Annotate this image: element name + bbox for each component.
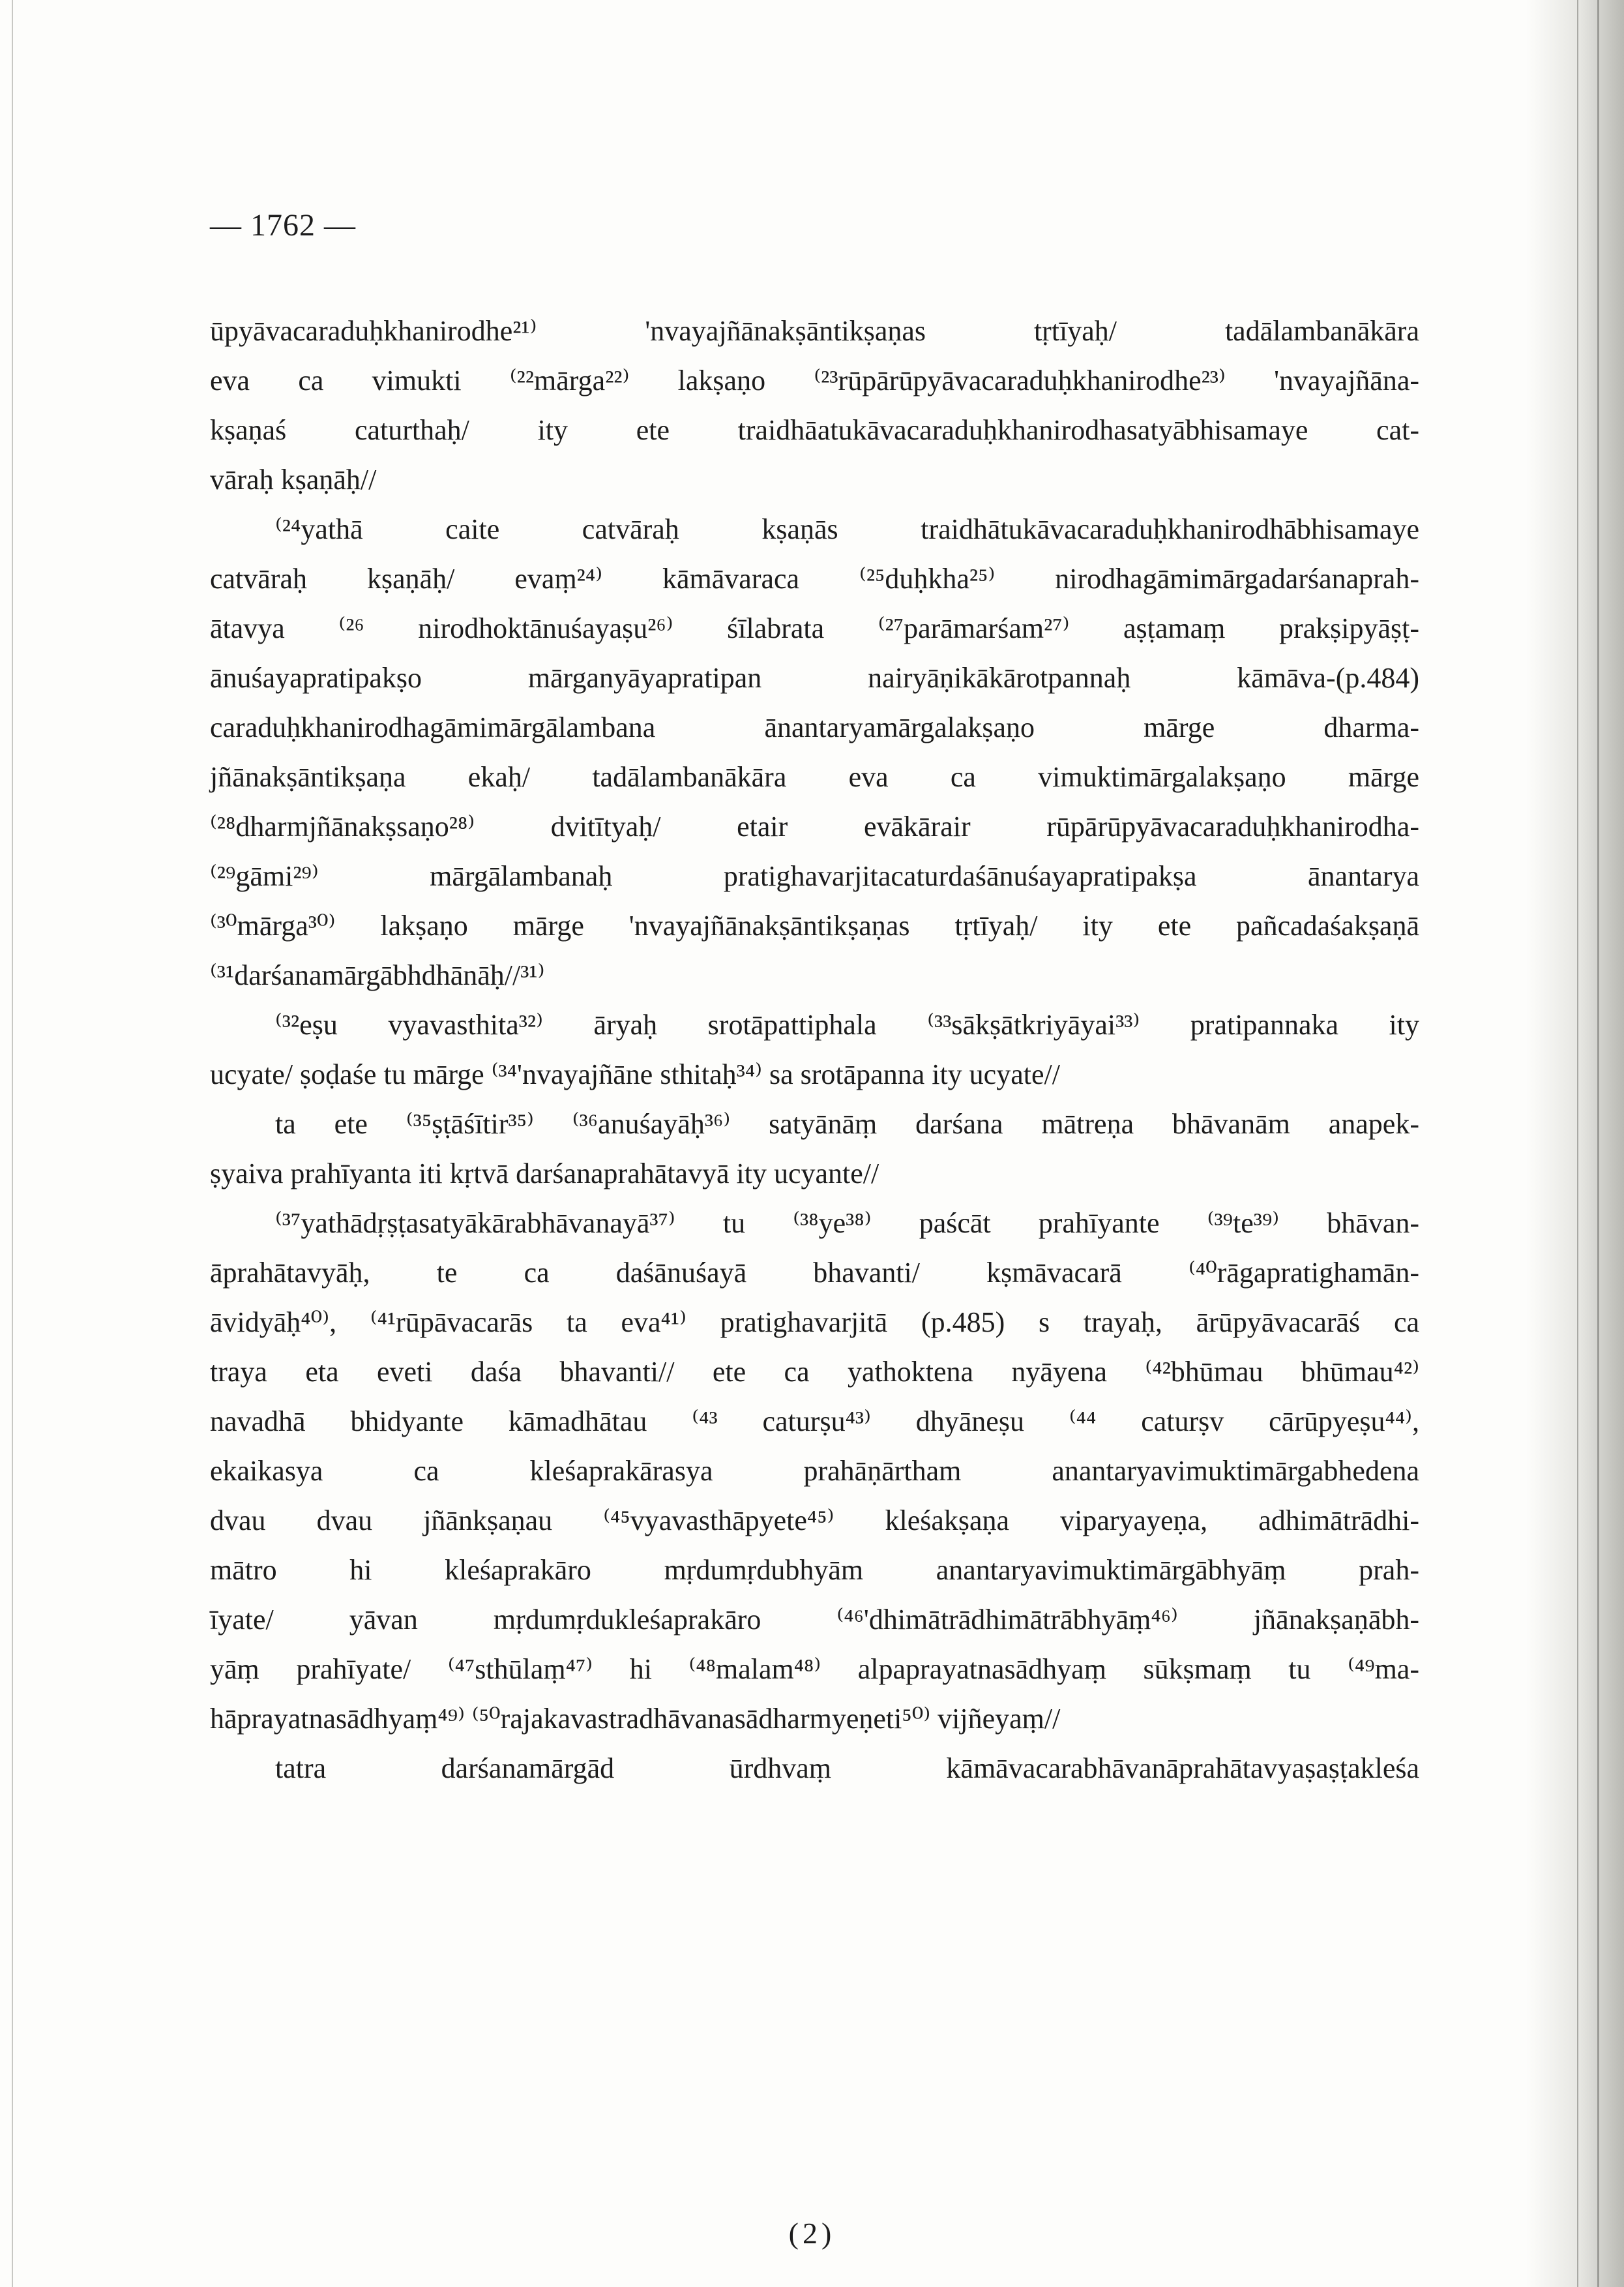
text-line: yāṃ prahīyate/ ⁽⁴⁷sthūlaṃ⁴⁷⁾ hi ⁽⁴⁸malam⁴⁸⁾ alpaprayatnasādhyaṃ sūkṣmaṃ tu ⁽⁴⁹ma-: [210, 1653, 1419, 1685]
text-line: ta ete ⁽³⁵ṣṭāśītir³⁵⁾ ⁽³⁶anuśayāḥ³⁶⁾ satyānāṃ darśana mātreṇa bhāvanām anapek-: [275, 1108, 1419, 1140]
text-line: ⁽²⁸dharmjñānakṣsaṇo²⁸⁾ dvitītyaḥ/ etair evākārair rūpārūpyāvacaraduḥkhanirodha-: [210, 811, 1419, 843]
text-line: vāraḥ kṣaṇāḥ//: [210, 464, 377, 496]
text-line: catvāraḥ kṣaṇāḥ/ evaṃ²⁴⁾ kāmāvaraca ⁽²⁵duḥkha²⁵⁾ nirodhagāmimārgadarśanaprah-: [210, 563, 1419, 595]
text-line: tatra darśanamārgād ūrdhvaṃ kāmāvacarabhāvanāprahātavyaṣaṣṭakleśa: [275, 1752, 1419, 1784]
body-text: [210, 306, 1419, 1793]
text-line: ⁽³²eṣu vyavasthita³²⁾ āryaḥ srotāpattiphala ⁽³³sākṣātkriyāyai³³⁾ pratipannaka ity: [275, 1009, 1419, 1041]
text-line: hāprayatnasādhyaṃ⁴⁹⁾ ⁽⁵⁰rajakavastradhāvanasādharmyeṇeti⁵⁰⁾ vijñeyaṃ//: [210, 1703, 1061, 1735]
text-line: āprahātavyāḥ, te ca daśānuśayā bhavanti/ kṣmāvacarā ⁽⁴⁰rāgapratighamān-: [210, 1257, 1419, 1289]
text-line: īyate/ yāvan mṛdumṛdukleśaprakāro ⁽⁴⁶'dhimātrādhimātrābhyāṃ⁴⁶⁾ jñānakṣaṇābh-: [210, 1604, 1419, 1636]
text-line: jñānakṣāntikṣaṇa ekaḥ/ tadālambanākāra eva ca vimuktimārgalakṣaṇo mārge: [210, 761, 1419, 793]
footer-page-number: (2): [788, 2217, 836, 2250]
page-number: — 1762 —: [210, 208, 356, 243]
text-line: mātro hi kleśaprakāro mṛdumṛdubhyām anantaryavimuktimārgābhyāṃ prah-: [210, 1554, 1419, 1586]
scan-page-edge: [1526, 0, 1624, 2287]
text-line: caraduḥkhanirodhagāmimārgālambana ānantaryamārgalakṣaṇo mārge dharma-: [210, 711, 1419, 743]
text-line: ⁽³⁰mārga³⁰⁾ lakṣaṇo mārge 'nvayajñānakṣāntikṣaṇas tṛtīyaḥ/ ity ete pañcadaśakṣaṇā: [210, 910, 1419, 942]
text-line: ūpyāvacaraduḥkhanirodhe²¹⁾ 'nvayajñānakṣāntikṣaṇas tṛtīyaḥ/ tadālambanākāra: [210, 315, 1419, 347]
text-line: traya eta eveti daśa bhavanti// ete ca yathoktena nyāyena ⁽⁴²bhūmau bhūmau⁴²⁾: [210, 1356, 1419, 1388]
text-line: navadhā bhidyante kāmadhātau ⁽⁴³ caturṣu⁴³⁾ dhyāneṣu ⁽⁴⁴ caturṣv cārūpyeṣu⁴⁴⁾,: [210, 1405, 1419, 1437]
text-line: dvau dvau jñānkṣaṇau ⁽⁴⁵vyavasthāpyete⁴⁵⁾ kleśakṣaṇa viparyayeṇa, adhimātrādhi-: [210, 1504, 1419, 1536]
text-line: eva ca vimukti ⁽²²mārga²²⁾ lakṣaṇo ⁽²³rūpārūpyāvacaraduḥkhanirodhe²³⁾ 'nvayajñāna-: [210, 365, 1419, 396]
scan-left-margin-mark: [12, 0, 13, 2287]
text-line: ānuśayapratipakṣo mārganyāyapratipan nairyāṇikākārotpannaḥ kāmāva-(p.484): [210, 662, 1419, 694]
text-line: ⁽²⁴yathā caite catvāraḥ kṣaṇās traidhātukāvacaraduḥkhanirodhābhisamaye: [275, 513, 1419, 545]
text-line: ⁽²⁹gāmi²⁹⁾ mārgālambanaḥ pratighavarjitacaturdaśānuśayapratipakṣa ānantarya: [210, 860, 1419, 892]
text-line: ṣyaiva prahīyanta iti kṛtvā darśanaprahātavyā ity ucyante//: [210, 1158, 879, 1189]
text-line: kṣaṇaś caturthaḥ/ ity ete traidhāatukāvacaraduḥkhanirodhasatyābhisamaye cat-: [210, 414, 1419, 446]
text-line: ātavya ⁽²⁶ nirodhoktānuśayaṣu²⁶⁾ śīlabrata ⁽²⁷parāmarśam²⁷⁾ aṣṭamaṃ prakṣipyāṣṭ-: [210, 612, 1419, 644]
text-line: ⁽³¹darśanamārgābhdhānāḥ//³¹⁾: [210, 959, 545, 991]
text-line: āvidyāḥ⁴⁰⁾, ⁽⁴¹rūpāvacarās ta eva⁴¹⁾ pratighavarjitā (p.485) s trayaḥ, ārūpyāvacarāś ca: [210, 1306, 1419, 1338]
text-line: ucyate/ ṣoḍaśe tu mārge ⁽³⁴'nvayajñāne sthitaḥ³⁴⁾ sa srotāpanna ity ucyate//: [210, 1058, 1060, 1090]
text-line: ekaikasya ca kleśaprakārasya prahāṇārtham anantaryavimuktimārgabhedena: [210, 1455, 1419, 1487]
text-line: ⁽³⁷yathādṛṣṭasatyākārabhāvanayā³⁷⁾ tu ⁽³⁸ye³⁸⁾ paścāt prahīyante ⁽³⁹te³⁹⁾ bhāvan-: [275, 1207, 1419, 1239]
